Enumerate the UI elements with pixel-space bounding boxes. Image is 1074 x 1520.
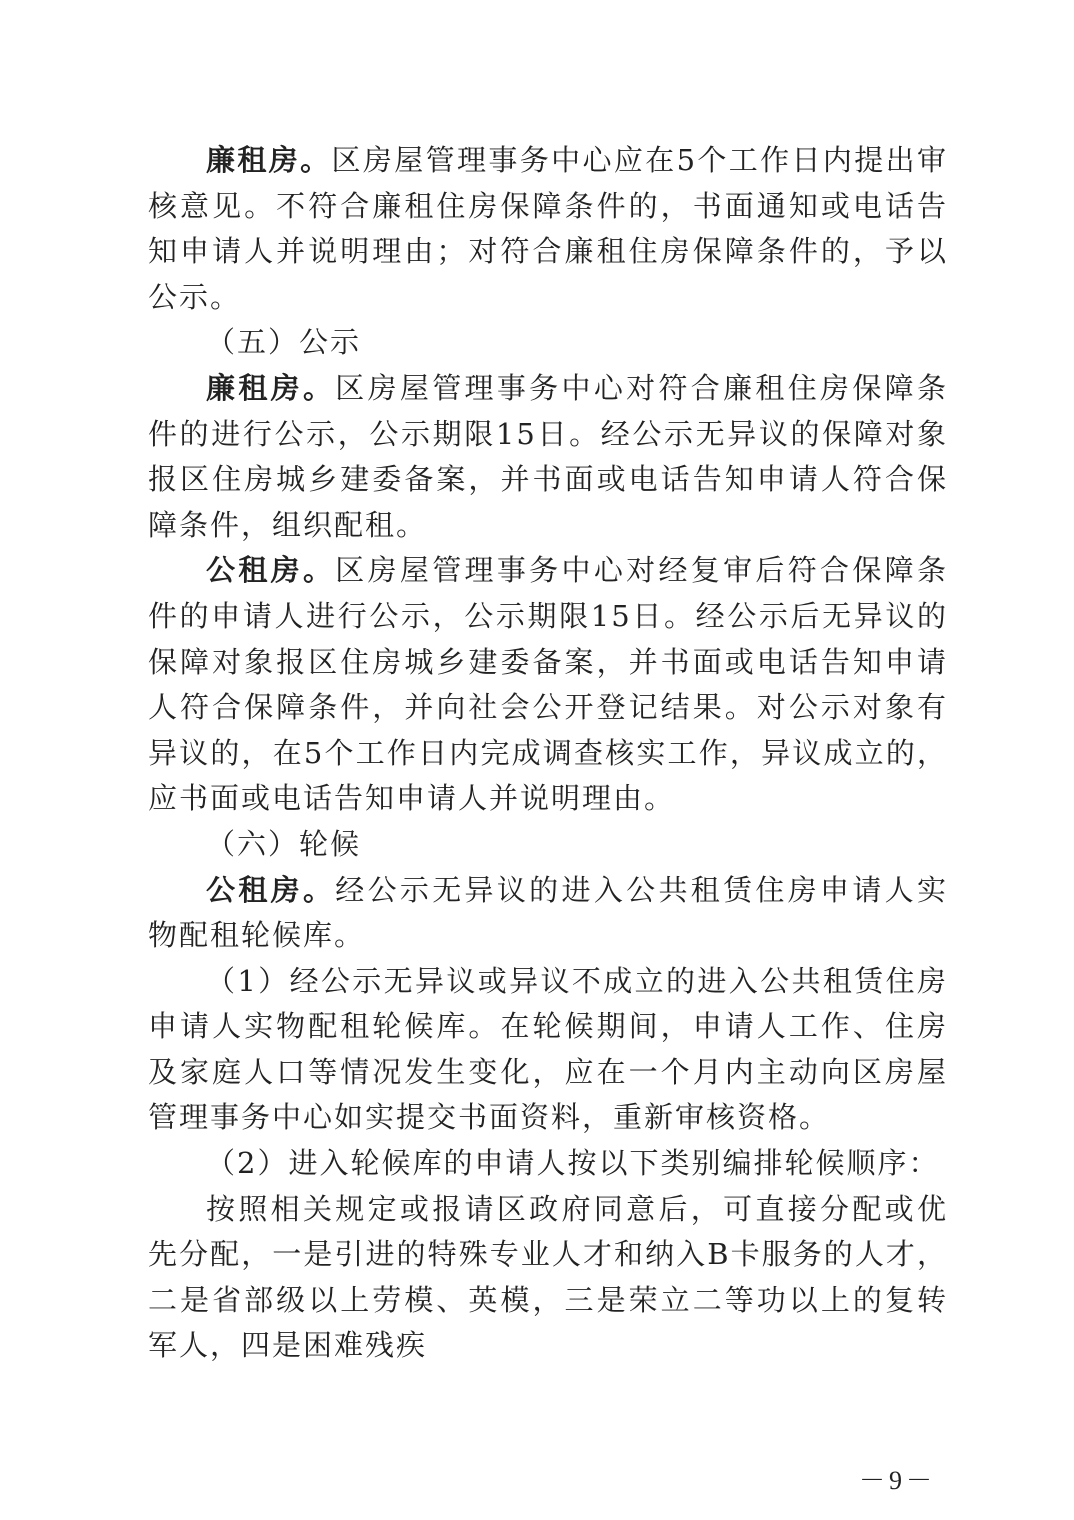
page-number: －9－ [858, 1466, 936, 1495]
document-body [148, 138, 948, 1369]
paragraph-lead: 公租房。 [206, 872, 336, 907]
paragraph-text: （2）进入轮候库的申请人按以下类别编排轮候顺序： [206, 1146, 940, 1181]
paragraph-priority-categories [148, 1187, 948, 1369]
paragraph-text: 按照相关规定或报请区政府同意后，可直接分配或优先分配，一是引进的特殊专业人才和纳入B卡服务的人才，二是省部级以上劳模、英模，三是荣立二等功以上的复转军人，四是困难残疾 [148, 1191, 948, 1363]
paragraph-text: （1）经公示无异议或异议不成立的进入公共租赁住房申请人实物配租轮候库。在轮候期间，申请人工作、住房及家庭人口等情况发生变化，应在一个月内主动向区房屋管理事务中心如实提交书面资料，重新审核资格。 [148, 963, 948, 1135]
paragraph-text: 区房屋管理事务中心应在5个工作日内提出审核意见。不符合廉租住房保障条件的，书面通知或电话告知申请人并说明理由；对符合廉租住房保障条件的，予以公示。 [148, 143, 948, 314]
paragraph-lead: 公租房。 [206, 553, 336, 588]
paragraph-lead: 廉租房。 [206, 370, 336, 405]
paragraph-gongzufang-publicity [148, 548, 948, 822]
paragraph-text: 经公示无异议的进入公共租赁住房申请人实物配租轮候库。 [148, 872, 948, 953]
paragraph-text: 区房屋管理事务中心对符合廉租住房保障条件的进行公示，公示期限15日。经公示无异议的保障对象报区住房城乡建委备案，并书面或电话告知申请人符合保障条件，组织配租。 [148, 370, 948, 542]
paragraph-text: 区房屋管理事务中心对经复审后符合保障条件的申请人进行公示，公示期限15日。经公示后无异议的保障对象报区住房城乡建委备案，并书面或电话告知申请人符合保障条件，并向社会公开登记结果。对公示对象有异议的，在5个工作日内完成调查核实工作，异议成立的，应书面或电话告知申请人并说明理由。 [148, 553, 948, 816]
paragraph-item-1 [148, 959, 948, 1141]
paragraph-lianzufang-review [148, 138, 948, 320]
paragraph-lead: 廉租房。 [206, 143, 332, 177]
heading-text: （六）轮候 [206, 826, 362, 861]
section-heading-queue [148, 822, 948, 868]
paragraph-item-2 [148, 1141, 948, 1187]
paragraph-gongzufang-queue [148, 868, 948, 959]
heading-text: （五）公示 [206, 325, 362, 360]
section-heading-publicity [148, 320, 948, 366]
paragraph-lianzufang-publicity [148, 366, 948, 548]
